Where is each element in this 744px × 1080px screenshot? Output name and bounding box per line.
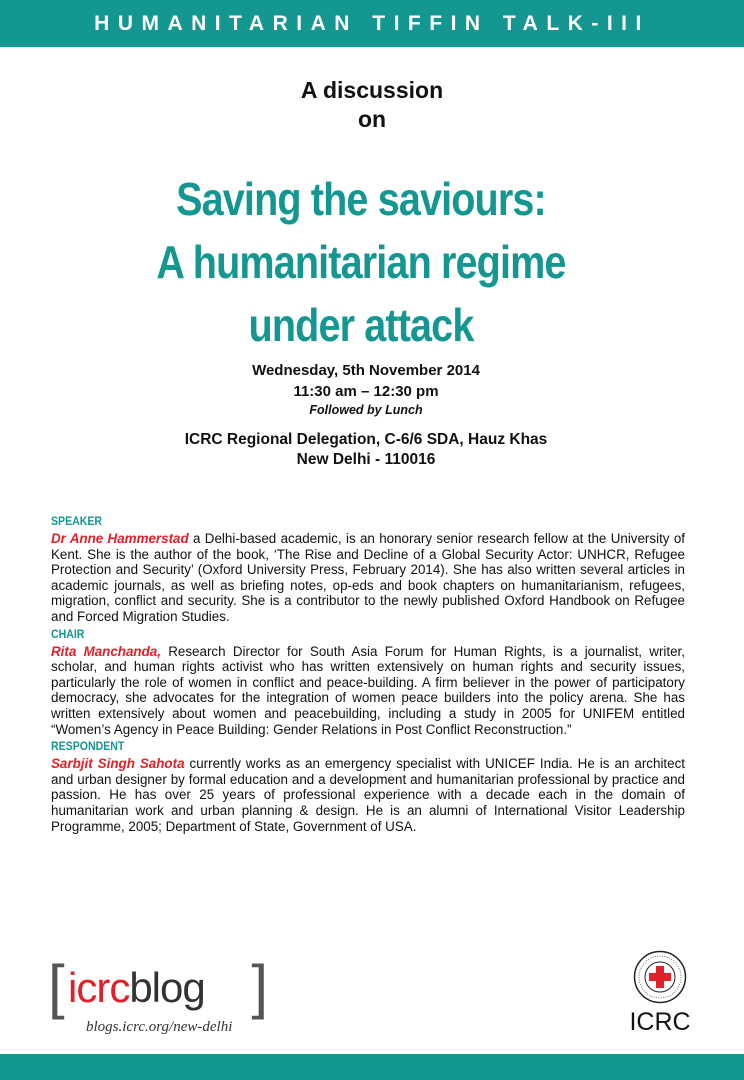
speaker-label: SPEAKER: [51, 514, 103, 528]
intro-line-1: A discussion: [300, 77, 444, 103]
respondent-bio: [51, 756, 685, 834]
logo-word-blog: blog: [129, 964, 205, 1011]
headline-line-3: under attack: [248, 299, 474, 351]
logo-bracket-left: [: [48, 953, 65, 1020]
intro-heading: [0, 76, 744, 134]
event-date: Wednesday, 5th November 2014: [252, 362, 480, 379]
event-headline: [51, 168, 672, 357]
event-city: New Delhi - 110016: [296, 451, 436, 468]
header-banner: [0, 0, 744, 47]
chair-bio: [51, 644, 685, 738]
speaker-name: Dr Anne Hammerstad: [51, 531, 189, 546]
chair-name: Rita Manchanda,: [51, 643, 161, 659]
footer-band: [0, 1054, 744, 1080]
headline-line-1: Saving the saviours:: [176, 173, 546, 225]
panel-bios: [51, 512, 685, 834]
respondent-bio-text: currently works as an emergency specialist with UNICEF India. He is an architect and urban designer by formal education and a development and humanitarian professional by practice and passion. He has over 25 years of professional experience with a decade each in the domain of humanitarian work and urban planning & design. He is an alumni of International Visitor Leadership Programme, 2005; Department of State, Government of USA.: [51, 756, 685, 834]
icrcblog-logo: [48, 953, 268, 1020]
intro-line-2: on: [357, 106, 387, 132]
respondent-name: Sarbjit Singh Sahota: [51, 756, 185, 772]
event-note: Followed by Lunch: [309, 403, 423, 417]
logo-word-icrc: icrc: [68, 964, 130, 1011]
event-time: 11:30 am – 12:30 pm: [293, 383, 439, 400]
logo-wordmark: [68, 964, 205, 1012]
chair-label: CHAIR: [51, 626, 85, 641]
icrc-wordmark: ICRC: [629, 1008, 691, 1036]
event-venue: ICRC Regional Delegation, C-6/6 SDA, Hauz Khas: [184, 431, 548, 448]
speaker-bio: [51, 531, 685, 625]
speaker-bio-text: a Delhi-based academic, is an honorary senior research fellow at the University of Kent. She is the author of the book, ‘The Rise and Decline of a Global Security Actor: UNHCR, Refugee Protection and Security’ (Oxford University Press, February 2014). She has also written several articles in academic journals, as well as briefing notes, op-eds and book chapters on humanitarianism, refugees, migration, conflict and security. She is a contributor to the newly published Oxford Handbook on Refugee and Forced Migration Studies.: [51, 531, 685, 624]
logo-bracket-right: ]: [251, 953, 268, 1020]
red-cross-emblem-icon: [633, 950, 687, 1004]
headline-line-2: A humanitarian regime: [156, 236, 566, 288]
respondent-label: RESPONDENT: [51, 739, 125, 754]
chair-bio-text: Research Director for South Asia Forum for Human Rights, is a journalist, writer, scholar, and human rights activist who has written extensively on human rights and security issues, particularly the role of women in conflict and peace-building. A firm believer in the power of participatory democracy, she advocates for the integration of women peace builders into the policy arena. She has written extensively about women and peacebuilding, including a study in 2005 for UNIFEM entitled “Women’s Agency in Peace Building: Gender Relations in Post Conflict Reconstruction.”: [51, 643, 685, 737]
banner-title: HUMANITARIAN TIFFIN TALK-III: [94, 12, 650, 35]
blog-url[interactable]: blogs.icrc.org/new-delhi: [86, 1019, 233, 1035]
event-details: [0, 360, 732, 470]
